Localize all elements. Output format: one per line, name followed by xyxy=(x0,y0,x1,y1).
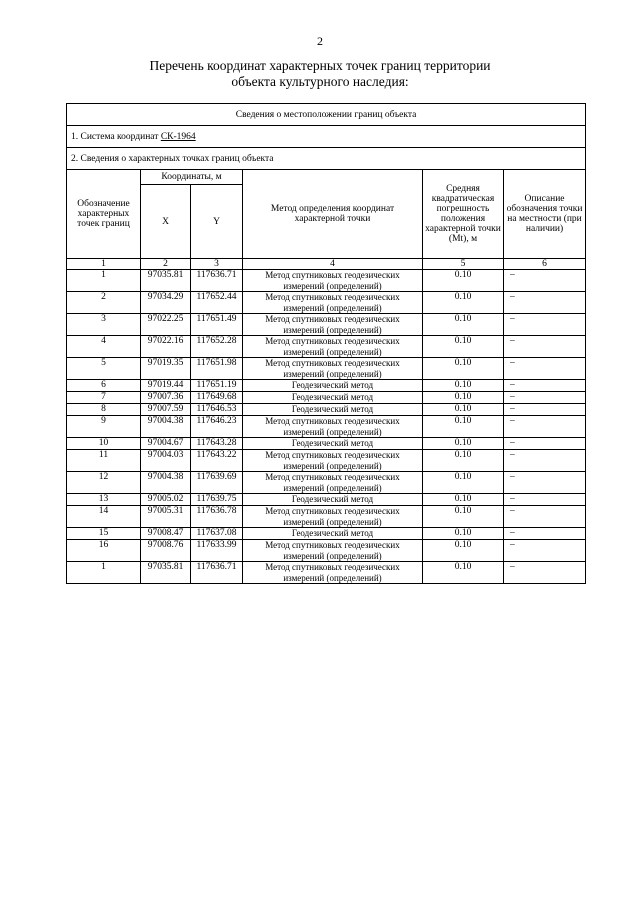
point-number-cell: 14 xyxy=(67,506,141,528)
table-row xyxy=(67,494,586,506)
method-cell: Геодезический метод xyxy=(243,438,423,450)
table-row xyxy=(67,270,586,292)
precision-cell: 0.10 xyxy=(423,336,504,358)
precision-cell: 0.10 xyxy=(423,540,504,562)
x-coordinate-cell: 97004.38 xyxy=(141,472,191,494)
point-number-cell: 3 xyxy=(67,314,141,336)
x-coordinate-cell: 97008.47 xyxy=(141,528,191,540)
precision-cell: 0.10 xyxy=(423,392,504,404)
method-cell: Метод спутниковых геодезических измерений (определений) xyxy=(243,506,423,528)
description-cell: – xyxy=(504,404,586,416)
table-row xyxy=(67,416,586,438)
method-cell: Геодезический метод xyxy=(243,528,423,540)
precision-cell: 0.10 xyxy=(423,314,504,336)
description-cell: – xyxy=(504,380,586,392)
description-cell: – xyxy=(504,314,586,336)
x-coordinate-cell: 97007.36 xyxy=(141,392,191,404)
point-number-cell: 13 xyxy=(67,494,141,506)
y-coordinate-cell: 117651.98 xyxy=(191,358,243,380)
method-cell: Геодезический метод xyxy=(243,392,423,404)
table-row xyxy=(67,336,586,358)
precision-cell: 0.10 xyxy=(423,380,504,392)
description-cell: – xyxy=(504,528,586,540)
description-cell: – xyxy=(504,358,586,380)
x-coordinate-cell: 97035.81 xyxy=(141,562,191,584)
y-coordinate-cell: 117651.49 xyxy=(191,314,243,336)
precision-cell: 0.10 xyxy=(423,292,504,314)
col-x-header: X xyxy=(141,185,191,259)
x-coordinate-cell: 97034.29 xyxy=(141,292,191,314)
coord-system-row xyxy=(67,126,586,148)
method-cell: Метод спутниковых геодезических измерений (определений) xyxy=(243,540,423,562)
method-cell: Метод спутниковых геодезических измерений (определений) xyxy=(243,336,423,358)
point-number-cell: 10 xyxy=(67,438,141,450)
col-description-header: Описание обозначения точки на местности (при наличии) xyxy=(504,170,586,259)
column-number-row xyxy=(67,259,586,270)
table-row xyxy=(67,450,586,472)
precision-cell: 0.10 xyxy=(423,506,504,528)
table-row xyxy=(67,392,586,404)
x-coordinate-cell: 97004.03 xyxy=(141,450,191,472)
table-row xyxy=(67,314,586,336)
y-coordinate-cell: 117636.71 xyxy=(191,270,243,292)
x-coordinate-cell: 97019.35 xyxy=(141,358,191,380)
y-coordinate-cell: 117636.78 xyxy=(191,506,243,528)
coordinates-table xyxy=(66,103,586,584)
precision-cell: 0.10 xyxy=(423,472,504,494)
y-coordinate-cell: 117646.23 xyxy=(191,416,243,438)
table-row xyxy=(67,292,586,314)
y-coordinate-cell: 117639.75 xyxy=(191,494,243,506)
description-cell: – xyxy=(504,450,586,472)
point-number-cell: 16 xyxy=(67,540,141,562)
y-coordinate-cell: 117646.53 xyxy=(191,404,243,416)
document-title xyxy=(0,58,640,90)
description-cell: – xyxy=(504,472,586,494)
method-cell: Метод спутниковых геодезических измерений (определений) xyxy=(243,416,423,438)
table-row xyxy=(67,562,586,584)
x-coordinate-cell: 97004.38 xyxy=(141,416,191,438)
precision-cell: 0.10 xyxy=(423,494,504,506)
description-cell: – xyxy=(504,292,586,314)
table-row xyxy=(67,528,586,540)
precision-cell: 0.10 xyxy=(423,270,504,292)
x-coordinate-cell: 97005.31 xyxy=(141,506,191,528)
coord-system-prefix: 1. Система координат xyxy=(71,131,161,142)
table-row xyxy=(67,472,586,494)
method-cell: Метод спутниковых геодезических измерений (определений) xyxy=(243,358,423,380)
table-row xyxy=(67,404,586,416)
column-number: 1 xyxy=(67,259,141,270)
description-cell: – xyxy=(504,416,586,438)
table-row xyxy=(67,380,586,392)
precision-cell: 0.10 xyxy=(423,358,504,380)
y-coordinate-cell: 117651.19 xyxy=(191,380,243,392)
section-header: Сведения о местоположении границ объекта xyxy=(67,104,586,126)
column-number: 5 xyxy=(423,259,504,270)
x-coordinate-cell: 97008.76 xyxy=(141,540,191,562)
header-row-1 xyxy=(67,170,586,185)
coord-system-cell xyxy=(67,126,586,148)
point-number-cell: 4 xyxy=(67,336,141,358)
description-cell: – xyxy=(504,438,586,450)
table-row xyxy=(67,540,586,562)
precision-cell: 0.10 xyxy=(423,404,504,416)
precision-cell: 0.10 xyxy=(423,416,504,438)
x-coordinate-cell: 97022.16 xyxy=(141,336,191,358)
x-coordinate-cell: 97022.25 xyxy=(141,314,191,336)
method-cell: Геодезический метод xyxy=(243,380,423,392)
precision-cell: 0.10 xyxy=(423,450,504,472)
points-section: 2. Сведения о характерных точках границ объекта xyxy=(67,148,586,170)
method-cell: Метод спутниковых геодезических измерений (определений) xyxy=(243,450,423,472)
description-cell: – xyxy=(504,540,586,562)
point-number-cell: 5 xyxy=(67,358,141,380)
point-number-cell: 9 xyxy=(67,416,141,438)
description-cell: – xyxy=(504,270,586,292)
point-number-cell: 7 xyxy=(67,392,141,404)
precision-cell: 0.10 xyxy=(423,528,504,540)
x-coordinate-cell: 97019.44 xyxy=(141,380,191,392)
point-number-cell: 1 xyxy=(67,562,141,584)
method-cell: Геодезический метод xyxy=(243,404,423,416)
y-coordinate-cell: 117639.69 xyxy=(191,472,243,494)
page-number: 2 xyxy=(317,34,323,48)
y-coordinate-cell: 117643.28 xyxy=(191,438,243,450)
col-coords-header: Координаты, м xyxy=(141,170,243,185)
column-number: 6 xyxy=(504,259,586,270)
point-number-cell: 8 xyxy=(67,404,141,416)
description-cell: – xyxy=(504,562,586,584)
method-cell: Метод спутниковых геодезических измерений (определений) xyxy=(243,472,423,494)
x-coordinate-cell: 97005.02 xyxy=(141,494,191,506)
col-precision-header: Средняя квадратическая погрешность положения характерной точки (Mt), м xyxy=(423,170,504,259)
y-coordinate-cell: 117652.44 xyxy=(191,292,243,314)
y-coordinate-cell: 117633.99 xyxy=(191,540,243,562)
precision-cell: 0.10 xyxy=(423,438,504,450)
description-cell: – xyxy=(504,336,586,358)
precision-cell: 0.10 xyxy=(423,562,504,584)
method-cell: Метод спутниковых геодезических измерений (определений) xyxy=(243,314,423,336)
coord-system-name: СК-1964 xyxy=(160,131,196,142)
description-cell: – xyxy=(504,506,586,528)
point-number-cell: 15 xyxy=(67,528,141,540)
column-number: 4 xyxy=(243,259,423,270)
method-cell: Геодезический метод xyxy=(243,494,423,506)
x-coordinate-cell: 97007.59 xyxy=(141,404,191,416)
points-section-row xyxy=(67,148,586,170)
method-cell: Метод спутниковых геодезических измерений (определений) xyxy=(243,292,423,314)
table-row xyxy=(67,438,586,450)
description-cell: – xyxy=(504,392,586,404)
table-row xyxy=(67,506,586,528)
point-number-cell: 11 xyxy=(67,450,141,472)
col-y-header: Y xyxy=(191,185,243,259)
title-line-2: объекта культурного наследия: xyxy=(231,74,409,89)
column-number: 2 xyxy=(141,259,191,270)
point-number-cell: 2 xyxy=(67,292,141,314)
description-cell: – xyxy=(504,494,586,506)
column-number: 3 xyxy=(191,259,243,270)
table-body xyxy=(67,270,586,584)
method-cell: Метод спутниковых геодезических измерений (определений) xyxy=(243,270,423,292)
y-coordinate-cell: 117636.71 xyxy=(191,562,243,584)
y-coordinate-cell: 117649.68 xyxy=(191,392,243,404)
y-coordinate-cell: 117652.28 xyxy=(191,336,243,358)
point-number-cell: 1 xyxy=(67,270,141,292)
section-header-row xyxy=(67,104,586,126)
x-coordinate-cell: 97004.67 xyxy=(141,438,191,450)
col-designation-header: Обозначение характерных точек границ xyxy=(67,170,141,259)
y-coordinate-cell: 117643.22 xyxy=(191,450,243,472)
method-cell: Метод спутниковых геодезических измерений (определений) xyxy=(243,562,423,584)
col-method-header: Метод определения координат характерной точки xyxy=(243,170,423,259)
title-line-1: Перечень координат характерных точек границ территории xyxy=(149,58,491,73)
y-coordinate-cell: 117637.08 xyxy=(191,528,243,540)
x-coordinate-cell: 97035.81 xyxy=(141,270,191,292)
point-number-cell: 12 xyxy=(67,472,141,494)
point-number-cell: 6 xyxy=(67,380,141,392)
table-row xyxy=(67,358,586,380)
